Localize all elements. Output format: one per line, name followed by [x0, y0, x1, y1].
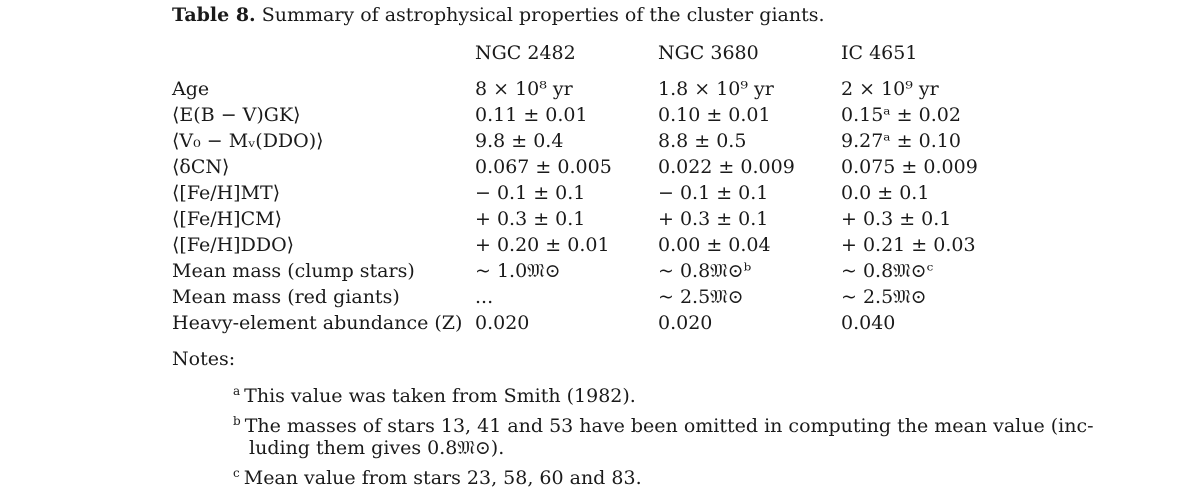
table-cell: 1.8 × 10⁹ yr — [658, 78, 774, 100]
footnote-mark: b — [233, 414, 241, 428]
row-label: Heavy-element abundance (Z) — [172, 312, 463, 334]
row-label: Mean mass (clump stars) — [172, 260, 415, 282]
table-cell: 0.11 ± 0.01 — [475, 104, 588, 126]
notes-title: Notes: — [172, 348, 236, 370]
row-label: Mean mass (red giants) — [172, 286, 400, 308]
footnote-c — [233, 466, 642, 489]
table-cell: 0.067 ± 0.005 — [475, 156, 612, 178]
table-cell: 2 × 10⁹ yr — [841, 78, 939, 100]
row-label: ⟨[Fe/H]DDO⟩ — [172, 234, 295, 256]
column-header-ngc2482: NGC 2482 — [475, 42, 576, 64]
table-cell: − 0.1 ± 0.1 — [475, 182, 586, 204]
row-label: ⟨E(B − V)GK⟩ — [172, 104, 301, 126]
row-label: ⟨V₀ − Mᵥ(DDO)⟩ — [172, 130, 324, 152]
footnote-text: The masses of stars 13, 41 and 53 have been omitted in computing the mean value (inc- — [244, 415, 1094, 437]
column-header-ic4651: IC 4651 — [841, 42, 918, 64]
table-cell: + 0.3 ± 0.1 — [658, 208, 769, 230]
table-cell: ~ 2.5𝔐⊙ — [841, 286, 927, 308]
row-label: Age — [172, 78, 210, 100]
table-cell: 0.040 — [841, 312, 896, 334]
table-cell: 8 × 10⁸ yr — [475, 78, 573, 100]
table-cell: 0.10 ± 0.01 — [658, 104, 771, 126]
caption-label: Table 8. — [172, 4, 256, 26]
table-cell: 0.020 — [475, 312, 530, 334]
footnote-text: This value was taken from Smith (1982). — [244, 385, 636, 407]
footnote-b — [233, 414, 1094, 459]
table-cell: + 0.3 ± 0.1 — [475, 208, 586, 230]
table-cell: 0.15ᵃ ± 0.02 — [841, 104, 961, 126]
table-cell: 8.8 ± 0.5 — [658, 130, 747, 152]
table-cell: ~ 0.8𝔐⊙ᶜ — [841, 260, 934, 282]
table-cell: 0.00 ± 0.04 — [658, 234, 771, 256]
caption-text: Summary of astrophysical properties of the cluster giants. — [261, 4, 825, 26]
table-cell: ~ 2.5𝔐⊙ — [658, 286, 744, 308]
table-cell: + 0.3 ± 0.1 — [841, 208, 952, 230]
table-cell: 0.020 — [658, 312, 713, 334]
table-cell: 0.075 ± 0.009 — [841, 156, 978, 178]
footnote-mark: c — [233, 466, 240, 480]
table-cell: ~ 1.0𝔐⊙ — [475, 260, 561, 282]
table-cell: 9.27ᵃ ± 0.10 — [841, 130, 961, 152]
table-cell: + 0.20 ± 0.01 — [475, 234, 610, 256]
table-caption — [172, 4, 825, 26]
footnote-text: Mean value from stars 23, 58, 60 and 83. — [243, 467, 642, 489]
table-cell: − 0.1 ± 0.1 — [658, 182, 769, 204]
row-label: ⟨[Fe/H]MT⟩ — [172, 182, 281, 204]
row-label: ⟨[Fe/H]CM⟩ — [172, 208, 283, 230]
table-cell: ~ 0.8𝔐⊙ᵇ — [658, 260, 752, 282]
table-cell: ... — [475, 286, 494, 308]
footnote-text-continued: luding them gives 0.8𝔐⊙). — [249, 437, 505, 459]
table-cell: 0.0 ± 0.1 — [841, 182, 930, 204]
table-cell: 9.8 ± 0.4 — [475, 130, 564, 152]
row-label: ⟨δCN⟩ — [172, 156, 230, 178]
table-cell: 0.022 ± 0.009 — [658, 156, 795, 178]
footnote-mark: a — [233, 384, 241, 398]
column-header-ngc3680: NGC 3680 — [658, 42, 759, 64]
table-cell: + 0.21 ± 0.03 — [841, 234, 976, 256]
footnote-a — [233, 384, 636, 407]
